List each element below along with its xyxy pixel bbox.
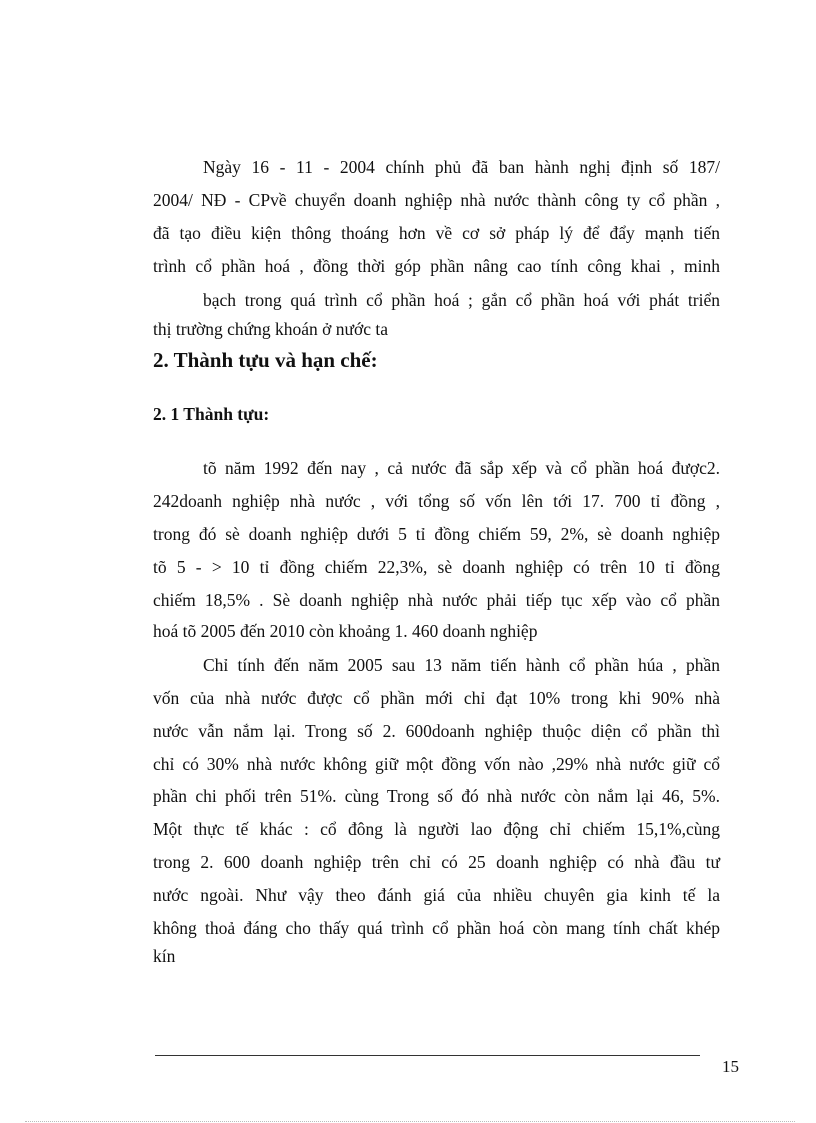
- paragraph-line: bạch trong quá trình cổ phần hoá ; gắn cổ phần hoá với phát triển: [203, 290, 720, 310]
- paragraph-line: 2004/ NĐ - CPvề chuyển doanh nghiệp nhà nước thành công ty cổ phần ,: [153, 190, 720, 210]
- paragraph-line: tõ năm 1992 đến nay , cả nước đã sắp xếp và cổ phần hoá được2.: [203, 458, 720, 478]
- paragraph-line: nước ngoài. Như vậy theo đánh giá của nhiều chuyên gia kinh tế la: [153, 885, 720, 905]
- section-heading: 2. Thành tựu và hạn chế:: [153, 348, 378, 372]
- paragraph-line: Ngày 16 - 11 - 2004 chính phủ đã ban hành nghị định số 187/: [203, 157, 720, 177]
- paragraph-line: không thoả đáng cho thấy quá trình cổ phần hoá còn mang tính chất khép: [153, 918, 720, 938]
- paragraph-line: trong 2. 600 doanh nghiệp trên chỉ có 25 doanh nghiệp có nhà đầu tư: [153, 852, 720, 872]
- paragraph-line: vốn của nhà nước được cổ phần mới chỉ đạt 10% trong khi 90% nhà: [153, 688, 720, 708]
- paragraph-line: chỉ có 30% nhà nước không giữ một đồng vốn nào ,29% nhà nước giữ cổ: [153, 754, 720, 774]
- subsection-heading: 2. 1 Thành tựu:: [153, 404, 270, 424]
- paragraph-line: Một thực tế khác : cổ đông là người lao động chỉ chiếm 15,1%,cùng: [153, 819, 720, 839]
- paragraph-line: Chỉ tính đến năm 2005 sau 13 năm tiến hành cổ phần húa , phần: [203, 655, 720, 675]
- paragraph-line: trong đó sè doanh nghiệp dưới 5 tỉ đồng chiếm 59, 2%, sè doanh nghiệp: [153, 524, 720, 544]
- paragraph-line: phần chi phối trên 51%. cùng Trong số đó nhà nước còn nắm lại 46, 5%.: [153, 786, 720, 806]
- paragraph-line: 242doanh nghiệp nhà nước , với tổng số vốn lên tới 17. 700 tỉ đồng ,: [153, 491, 720, 511]
- paragraph-line: trình cổ phần hoá , đồng thời góp phần nâng cao tính công khai , minh: [153, 256, 720, 276]
- paragraph-line: thị trường chứng khoán ở nước ta: [153, 319, 389, 339]
- paragraph-line: nước vẫn nắm lại. Trong số 2. 600doanh nghiệp thuộc diện cổ phần thì: [153, 721, 720, 741]
- page-number: 15: [722, 1057, 739, 1076]
- paragraph-line: đã tạo điều kiện thông thoáng hơn về cơ sở pháp lý để đẩy mạnh tiến: [153, 223, 720, 243]
- footer-rule: [155, 1055, 700, 1056]
- paragraph-line: chiếm 18,5% . Sè doanh nghiệp nhà nước phải tiếp tục xếp vào cổ phần: [153, 590, 720, 610]
- paragraph-line: hoá tõ 2005 đến 2010 còn khoảng 1. 460 doanh nghiệp: [153, 621, 538, 641]
- paragraph-line: tõ 5 - > 10 tỉ đồng chiếm 22,3%, sè doanh nghiệp có trên 10 tỉ đồng: [153, 557, 720, 577]
- page-bottom-border: [25, 1121, 795, 1122]
- paragraph-line: kín: [153, 946, 176, 966]
